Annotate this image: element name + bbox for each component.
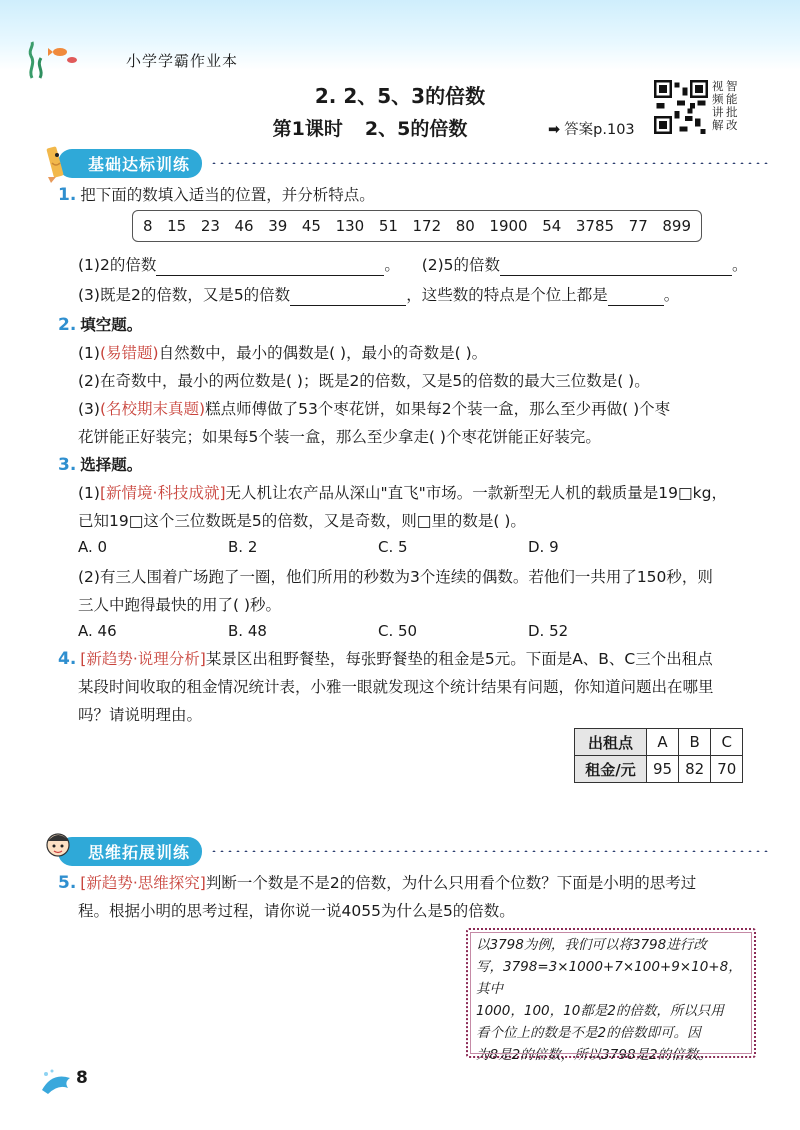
answer-reference — [548, 118, 635, 139]
tag-label: [新趋势·思维探究] — [80, 874, 206, 892]
answer-blank[interactable] — [608, 288, 664, 306]
answer-blank[interactable] — [500, 258, 732, 276]
question-number: 1. — [58, 185, 77, 205]
answer-blank[interactable] — [156, 258, 384, 276]
number-item: 46 — [234, 217, 254, 235]
answer-blank[interactable] — [290, 288, 406, 306]
question-number: 3. — [58, 455, 77, 475]
think-line: 看个位上的数是不是2的倍数即可。因 — [476, 1025, 701, 1041]
q2-line-4: 花饼能正好装完；如果每5个装一盒，那么至少拿走( )个枣花饼能正好装完。 — [78, 428, 601, 446]
seaweed-fish-icon — [22, 40, 82, 80]
q1-p1-label: (1)2的倍数 — [78, 256, 157, 274]
table-cell: C — [711, 729, 743, 756]
option-d[interactable]: D. 9 — [528, 538, 559, 556]
q3-head: 选择题。 — [80, 456, 143, 474]
rent-table — [574, 728, 743, 783]
q1-stem — [58, 184, 375, 206]
number-item: 39 — [268, 217, 288, 235]
table-cell: 82 — [679, 756, 711, 783]
tag-label: (名校期末真题) — [99, 400, 206, 418]
q3-s2-options — [78, 622, 678, 640]
table-cell: 70 — [711, 756, 743, 783]
section-banner-extend — [58, 836, 770, 866]
question-number: 4. — [58, 649, 77, 669]
tag-label: [新趋势·说理分析] — [80, 650, 206, 668]
thinking-process-box — [466, 928, 756, 1063]
section-pill — [58, 149, 202, 178]
section-basic-label: 基础达标训练 — [88, 154, 191, 174]
lesson-title: 2. 2、5、3的倍数 — [314, 84, 486, 108]
book-title: 小学学霸作业本 — [126, 52, 239, 70]
q1-p3-label: (3)既是2的倍数，又是5的倍数 — [78, 286, 291, 304]
option-b[interactable]: B. 48 — [228, 622, 267, 640]
dotted-divider — [210, 162, 770, 164]
section-banner-basic — [58, 148, 770, 178]
dolphin-icon — [38, 1068, 78, 1098]
q4-l1-text: 某景区出租野餐垫，每张野餐垫的租金是5元。下面是A、B、C三个出租点 — [205, 650, 713, 668]
q2-line-3 — [78, 398, 670, 420]
q2-l3-text: 糕点师傅做了53个枣花饼，如果每2个装一盒，那么至少再做( )个枣 — [205, 400, 671, 418]
q5-line-2: 程。根据小明的思考过程，请你说一说4055为什么是5的倍数。 — [78, 902, 515, 920]
qr-label: 讲 — [712, 105, 724, 119]
qr-label: 智 — [726, 79, 738, 93]
page-number: 8 — [76, 1068, 88, 1088]
option-c[interactable]: C. 5 — [378, 538, 408, 556]
header-band — [0, 0, 800, 70]
table-header-cell: 出租点 — [575, 729, 647, 756]
lesson-subtitle-a: 第1课时 — [272, 118, 343, 140]
q2-head: 填空题。 — [80, 316, 143, 334]
q4-line-2: 某段时间收取的租金情况统计表，小雅一眼就发现这个统计结果有问题，你知道问题出在哪里 — [78, 678, 714, 696]
q3-s1-line-2: 已知19□这个三位数既是5的倍数，又是奇数，则□里的数是( )。 — [78, 512, 526, 530]
q4-line-3: 吗？请说明理由。 — [78, 706, 203, 724]
table-cell: 95 — [647, 756, 679, 783]
number-item: 8 — [143, 217, 153, 235]
number-item: 45 — [301, 217, 321, 235]
think-line: 1000，100，10都是2的倍数，所以只用 — [476, 1003, 724, 1019]
q3-s2-line-2: 三人中跑得最快的用了( )秒。 — [78, 596, 282, 614]
q3-s1-options — [78, 538, 678, 556]
table-row — [575, 756, 743, 783]
q2-l1-text: 自然数中，最小的偶数是( )，最小的奇数是( )。 — [158, 344, 488, 362]
period: 。 — [732, 256, 748, 274]
qr-label: 改 — [726, 118, 738, 132]
q3-s1-text: 无人机让农产品从深山"直飞"市场。一款新型无人机的载质量是19□kg， — [225, 484, 727, 502]
pencil-mascot-icon — [42, 141, 82, 183]
think-line: 以3798为例，我们可以将3798进行改 — [476, 937, 707, 953]
question-number: 2. — [58, 315, 77, 335]
q3-stem — [58, 454, 142, 476]
number-item: 1900 — [489, 217, 528, 235]
number-item: 23 — [200, 217, 220, 235]
tag-label: (易错题) — [99, 344, 159, 362]
section-pill — [58, 837, 202, 866]
table-row — [575, 729, 743, 756]
question-number: 5. — [58, 873, 77, 893]
q3-s1-prefix: (1) — [78, 484, 100, 502]
q3-s2-line-1: (2)有三人围着广场跑了一圈，他们所用的秒数为3个连续的偶数。若他们一共用了150秒，则 — [78, 568, 713, 586]
qr-label: 能 — [726, 92, 738, 106]
q1-p2-label: (2)5的倍数 — [421, 256, 501, 274]
tag-label: [新情境·科技成就] — [99, 484, 226, 502]
think-line: 写，3798=3×1000+7×100+9×10+8，其中 — [476, 959, 742, 997]
dotted-divider — [210, 850, 770, 852]
number-item: 130 — [335, 217, 365, 235]
q1-part-3 — [78, 284, 679, 306]
table-cell: B — [679, 729, 711, 756]
think-line: 为8是2的倍数，所以3798是2的倍数。 — [476, 1047, 712, 1063]
q2-stem — [58, 314, 142, 336]
number-item: 15 — [167, 217, 187, 235]
q2-line-1 — [78, 342, 487, 364]
q1-text: 把下面的数填入适当的位置，并分析特点。 — [80, 186, 375, 204]
number-item: 77 — [628, 217, 648, 235]
lesson-subtitle-b: 2、5的倍数 — [364, 118, 468, 140]
option-a[interactable]: A. 0 — [78, 538, 108, 556]
period: 。 — [663, 286, 680, 304]
section-extend-label: 思维拓展训练 — [88, 842, 191, 862]
number-item: 899 — [662, 217, 691, 235]
q2-l3-prefix: (3) — [78, 400, 100, 418]
period: 。 — [384, 256, 400, 274]
option-b[interactable]: B. 2 — [228, 538, 258, 556]
number-item: 80 — [455, 217, 475, 235]
q2-l1-prefix: (1) — [78, 344, 100, 362]
table-cell: A — [647, 729, 679, 756]
qr-label: 解 — [712, 118, 724, 132]
qr-label: 频 — [712, 92, 724, 106]
number-item: 3785 — [575, 217, 615, 235]
q2-line-2: (2)在奇数中，最小的两位数是( )；既是2的倍数，又是5的倍数的最大三位数是( )。 — [78, 372, 650, 390]
q3-s1-line-1 — [78, 482, 727, 504]
qr-label: 视 — [712, 79, 724, 93]
q5-line-1 — [58, 872, 696, 894]
arrow-right-icon: ➡ — [548, 122, 561, 138]
option-d[interactable]: D. 52 — [528, 622, 569, 640]
q5-l1-text: 判断一个数是不是2的倍数，为什么只用看个位数？下面是小明的思考过 — [205, 874, 697, 892]
qr-labels — [712, 80, 742, 132]
qr-code-icon[interactable] — [654, 80, 708, 134]
number-list-box — [132, 210, 702, 242]
answer-ref-text: 答案p.103 — [564, 122, 635, 138]
qr-label: 批 — [726, 105, 738, 119]
q1-p3-text: ，这些数的特点是个位上都是 — [406, 286, 608, 304]
number-item: 51 — [378, 217, 398, 235]
kid-mascot-icon — [42, 829, 82, 871]
table-header-cell: 租金/元 — [575, 756, 647, 783]
number-item: 54 — [542, 217, 562, 235]
number-item: 172 — [412, 217, 442, 235]
q4-line-1 — [58, 648, 713, 670]
q1-part-1-2 — [78, 254, 748, 276]
option-a[interactable]: A. 46 — [78, 622, 117, 640]
option-c[interactable]: C. 50 — [378, 622, 418, 640]
